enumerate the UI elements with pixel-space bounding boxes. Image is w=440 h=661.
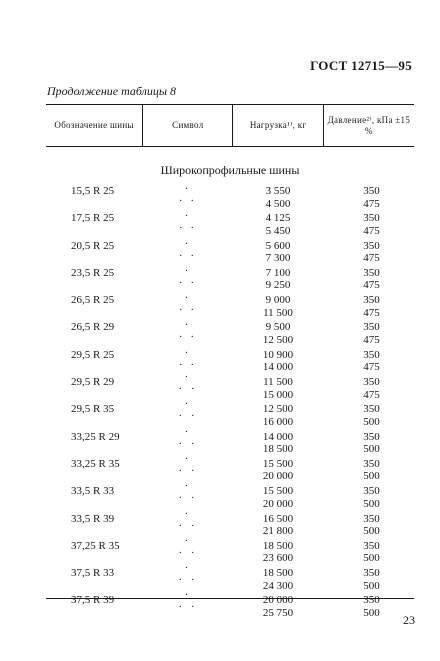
pressure-value: 350 — [363, 457, 380, 470]
pressure-value: 475 — [363, 279, 380, 292]
symbol-mark: . . — [179, 355, 197, 368]
pressure-cell — [323, 513, 414, 540]
load-value: 5 600 — [265, 239, 291, 252]
pressure-cell — [323, 267, 414, 294]
pressure-value: 350 — [363, 594, 380, 607]
load-value: 10 900 — [262, 348, 294, 361]
pressure-cell — [323, 431, 414, 458]
load-value: 20 000 — [262, 470, 294, 483]
load-value: 9 000 — [265, 294, 291, 307]
tire-designation: 37,5 R 33 — [71, 567, 115, 580]
load-cell — [233, 567, 323, 594]
pressure-value: 475 — [363, 197, 380, 210]
tire-designation: 23,5 R 25 — [71, 266, 115, 279]
pressure-value: 350 — [363, 430, 380, 443]
pressure-value: 500 — [363, 470, 380, 483]
pressure-cell — [323, 403, 414, 430]
pressure-value: 500 — [363, 415, 380, 428]
symbol-mark: . — [185, 343, 191, 356]
tire-designation: 33,25 R 35 — [71, 457, 120, 470]
load-value: 23 600 — [262, 552, 294, 565]
symbol-mark: · — [184, 534, 192, 547]
load-value: 20 000 — [262, 594, 294, 607]
pressure-value: 475 — [363, 252, 380, 265]
load-value: 24 300 — [262, 579, 294, 592]
load-value: 15 000 — [262, 388, 294, 401]
table-caption: Продолжение таблицы 8 — [47, 84, 177, 98]
pressure-value: 350 — [363, 567, 380, 580]
pressure-cell — [323, 349, 414, 376]
document-code: ГОСТ 12715—95 — [310, 58, 412, 73]
pressure-value: 500 — [363, 525, 380, 538]
symbol-mark: . . — [179, 328, 197, 341]
tire-designation: 26,5 R 29 — [71, 321, 115, 334]
load-cell — [233, 349, 323, 376]
tire-designation: 26,5 R 25 — [71, 294, 115, 307]
load-cell — [233, 403, 323, 430]
tire-designation: 29,5 R 29 — [71, 376, 115, 389]
column-header-designation: Обозначение шины — [54, 120, 134, 130]
tire-designation: 15,5 R 25 — [71, 185, 115, 197]
load-value: 9 500 — [265, 321, 291, 334]
tire-table — [46, 104, 414, 622]
pressure-cell — [323, 458, 414, 485]
symbol-mark: · · — [178, 601, 198, 614]
load-value: 20 000 — [262, 497, 294, 510]
pressure-value: 350 — [363, 321, 380, 334]
pressure-value: 350 — [363, 403, 380, 416]
pressure-cell — [323, 485, 414, 512]
symbol-mark: · — [184, 589, 192, 602]
table-header — [46, 104, 414, 147]
symbol-mark: . — [185, 289, 191, 302]
pressure-value: 475 — [363, 306, 380, 319]
tire-designation: 29,5 R 35 — [71, 403, 115, 416]
load-cell — [233, 294, 323, 321]
pressure-value: 350 — [363, 512, 380, 525]
load-value: 18 500 — [262, 539, 294, 552]
load-value: 4 500 — [265, 197, 291, 210]
column-header-symbol: Символ — [142, 105, 232, 146]
symbol-mark: . . — [179, 273, 197, 286]
tire-designation: 33,25 R 29 — [71, 430, 120, 443]
load-value: 7 300 — [265, 252, 291, 265]
symbol-mark: . — [185, 207, 191, 220]
pressure-cell — [323, 212, 414, 239]
load-cell — [233, 185, 323, 212]
symbol-mark: · · — [178, 437, 198, 450]
symbol-mark: · — [184, 452, 192, 465]
tire-designation: 17,5 R 25 — [71, 212, 115, 225]
symbol-mark: · — [184, 371, 192, 384]
pressure-cell — [323, 567, 414, 594]
pressure-value: 350 — [363, 266, 380, 279]
load-cell — [233, 458, 323, 485]
load-cell — [233, 240, 323, 267]
symbol-mark: · · — [178, 492, 198, 505]
symbol-mark: · · — [178, 519, 198, 532]
pressure-value: 500 — [363, 606, 380, 619]
pressure-value: 350 — [363, 348, 380, 361]
pressure-cell — [323, 185, 414, 212]
symbol-mark: . . — [179, 246, 197, 259]
load-value: 4 125 — [265, 212, 291, 225]
pressure-value: 350 — [363, 294, 380, 307]
load-cell — [233, 321, 323, 348]
pressure-value: 350 — [363, 239, 380, 252]
pressure-value: 475 — [363, 388, 380, 401]
symbol-mark: . — [185, 261, 191, 274]
column-header-pressure: Давление²⁾, кПа ±15 % — [323, 105, 414, 146]
load-cell — [233, 540, 323, 567]
table-bottom-rule — [46, 598, 414, 599]
load-value: 11 500 — [263, 306, 293, 319]
load-value: 11 500 — [263, 376, 293, 389]
symbol-mark: · — [184, 425, 192, 438]
tire-designation: 33,5 R 33 — [71, 485, 115, 498]
tire-designation: 37,5 R 39 — [71, 594, 115, 607]
load-cell — [233, 267, 323, 294]
symbol-mark: . . — [179, 301, 197, 314]
symbol-mark: . . — [179, 219, 197, 232]
pressure-cell — [323, 321, 414, 348]
symbol-mark: · — [184, 480, 192, 493]
pressure-value: 475 — [363, 333, 380, 346]
load-value: 21 800 — [262, 525, 294, 538]
load-value: 15 500 — [262, 457, 294, 470]
symbol-mark: · — [184, 562, 192, 575]
pressure-value: 500 — [363, 552, 380, 565]
symbol-mark: . — [185, 180, 191, 192]
pressure-value: 350 — [363, 212, 380, 225]
load-value: 12 500 — [262, 333, 294, 346]
load-value: 16 000 — [262, 415, 294, 428]
column-header-load: Нагрузка¹⁾, кг — [232, 105, 322, 146]
load-value: 18 500 — [262, 443, 294, 456]
load-value: 7 100 — [265, 266, 291, 279]
load-cell — [233, 431, 323, 458]
pressure-cell — [323, 376, 414, 403]
symbol-mark: · · — [178, 546, 198, 559]
symbol-mark: · · — [178, 383, 198, 396]
pressure-value: 350 — [363, 376, 380, 389]
load-value: 9 250 — [265, 279, 291, 292]
load-value: 16 500 — [262, 512, 294, 525]
section-title: Широкопрофильные шины — [160, 163, 300, 177]
load-value: 25 750 — [262, 606, 294, 619]
symbol-mark: · · — [178, 574, 198, 587]
load-value: 3 550 — [265, 185, 291, 197]
pressure-value: 350 — [363, 539, 380, 552]
load-cell — [233, 513, 323, 540]
pressure-cell — [323, 540, 414, 567]
load-value: 5 450 — [265, 224, 291, 237]
pressure-value: 500 — [363, 579, 380, 592]
load-value: 14 000 — [262, 361, 294, 374]
load-value: 18 500 — [262, 567, 294, 580]
page-number: 23 — [403, 613, 415, 627]
symbol-mark: · — [184, 398, 192, 411]
pressure-cell — [323, 294, 414, 321]
load-cell — [233, 376, 323, 403]
load-cell — [233, 485, 323, 512]
load-value: 12 500 — [262, 403, 294, 416]
table-body — [46, 180, 414, 622]
tire-designation: 37,25 R 35 — [71, 539, 120, 552]
pressure-value: 350 — [363, 485, 380, 498]
tire-designation: 33,5 R 39 — [71, 512, 115, 525]
pressure-value: 475 — [363, 224, 380, 237]
tire-designation: 29,5 R 25 — [71, 348, 115, 361]
pressure-cell — [323, 240, 414, 267]
load-value: 14 000 — [262, 430, 294, 443]
symbol-mark: . . — [179, 192, 197, 204]
pressure-value: 500 — [363, 497, 380, 510]
symbol-mark: · — [184, 507, 192, 520]
symbol-mark: · · — [178, 410, 198, 423]
pressure-value: 475 — [363, 361, 380, 374]
load-cell — [233, 212, 323, 239]
load-value: 15 500 — [262, 485, 294, 498]
symbol-mark: . — [185, 316, 191, 329]
symbol-mark: · · — [178, 464, 198, 477]
pressure-value: 350 — [363, 185, 380, 197]
symbol-mark: . — [185, 234, 191, 247]
pressure-value: 500 — [363, 443, 380, 456]
tire-designation: 20,5 R 25 — [71, 239, 115, 252]
